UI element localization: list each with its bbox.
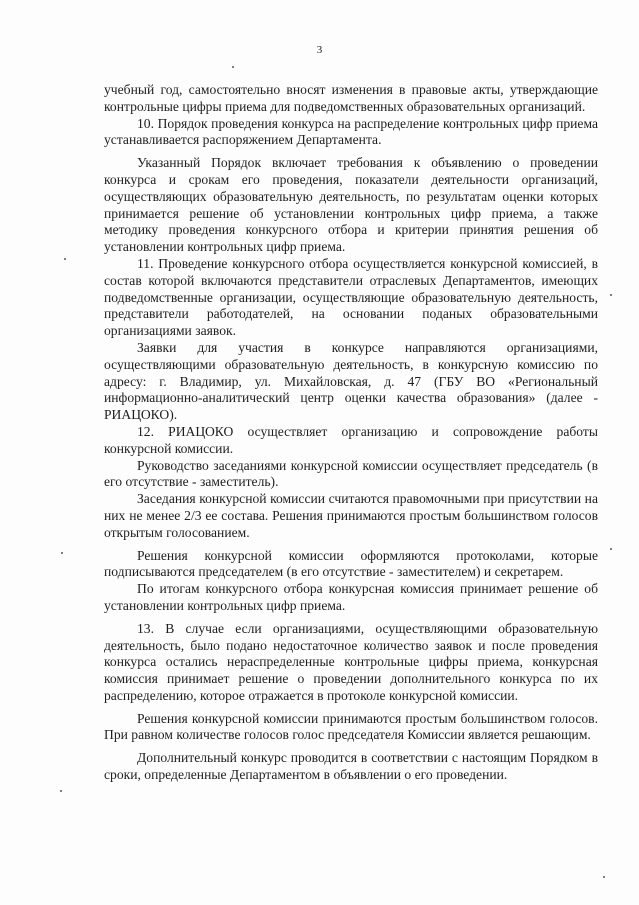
scan-speck	[603, 876, 605, 878]
scan-speck	[61, 552, 63, 554]
scan-speck	[64, 258, 66, 260]
paragraph-quorum: Заседания конкурсной комиссии считаются правомочными при присутствии на них не менее 2/3 ее состава. Решения принимаются простым большинством голосов открытым голосованием.	[104, 491, 598, 540]
paragraph-procedure-contents: Указанный Порядок включает требования к объявлению о проведении конкурса и срокам его проведения, показатели деятельности организаций, осуществляющих образовательную деятельность, по результатам оценки которых принимается решение об установлении контрольных цифр приема, а также методику проведения конкурсного отбора и критерии принятия решения об установлении контрольных цифр приема.	[104, 155, 598, 255]
paragraph-selection-results: По итогам конкурсного отбора конкурсная комиссия принимает решение об установлении контрольных цифр приема.	[104, 581, 598, 613]
paragraph-majority-vote: Решения конкурсной комиссии принимаются простым большинством голосов. При равном количестве голосов голос председателя Комиссии является решающим.	[104, 710, 598, 743]
paragraph-item-11: 11. Проведение конкурсного отбора осуществляется конкурсной комиссией, в состав которой включаются представители отраслевых Департаментов, имеющих подведомственные организации, осуществляющие образовательную деятельность, представители работодателей, на основании поданых образовательными организациями заявок.	[104, 255, 598, 339]
page-number: 3	[316, 44, 323, 56]
scan-speck	[232, 66, 234, 68]
paragraph-continuation: учебный год, самостоятельно вносят изменения в правовые акты, утверждающие контрольные цифры приема для подведомственных образовательных организаций.	[104, 82, 598, 114]
paragraph-chairman: Руководство заседаниями конкурсной комиссии осуществляет председатель (в его отсутствие - заместитель).	[104, 457, 598, 490]
paragraph-item-13: 13. В случае если организациями, осуществляющими образовательную деятельность, было подано недостаточное количество заявок и после проведения конкурса остались нераспределенные контрольные цифры приема, конкурсная комиссия принимает решение о проведении дополнительного конкурса по их распределению, которое отражается в протоколе конкурсной комиссии.	[104, 620, 598, 703]
scan-speck	[60, 790, 62, 792]
paragraph-item-12: 12. РИАЦОКО осуществляет организацию и сопровождение работы конкурсной комиссии.	[104, 423, 598, 456]
paragraph-protocols: Решения конкурсной комиссии оформляются протоколами, которые подписываются председателем (в его отсутствие - заместителем) и секретарем.	[104, 547, 598, 580]
paragraph-item-10: 10. Порядок проведения конкурса на распределение контрольных цифр приема устанавливается распоряжением Департамента.	[104, 115, 598, 148]
paragraph-applications: Заявки для участия в конкурсе направляются организациями, осуществляющими образовательную деятельность, в конкурсную комиссию по адресу: г. Владимир, ул. Михайловская, д. 47 (ГБУ ВО «Региональный информационно-аналитический центр оценки качества образования» (далее - РИАЦОКО).	[104, 339, 598, 423]
scan-speck	[610, 548, 612, 550]
paragraph-additional-contest: Дополнительный конкурс проводится в соответствии с настоящим Порядком в сроки, определенные Департаментом в объявлении о его проведении.	[104, 750, 598, 783]
document-body	[104, 82, 598, 784]
scan-speck	[610, 294, 612, 296]
